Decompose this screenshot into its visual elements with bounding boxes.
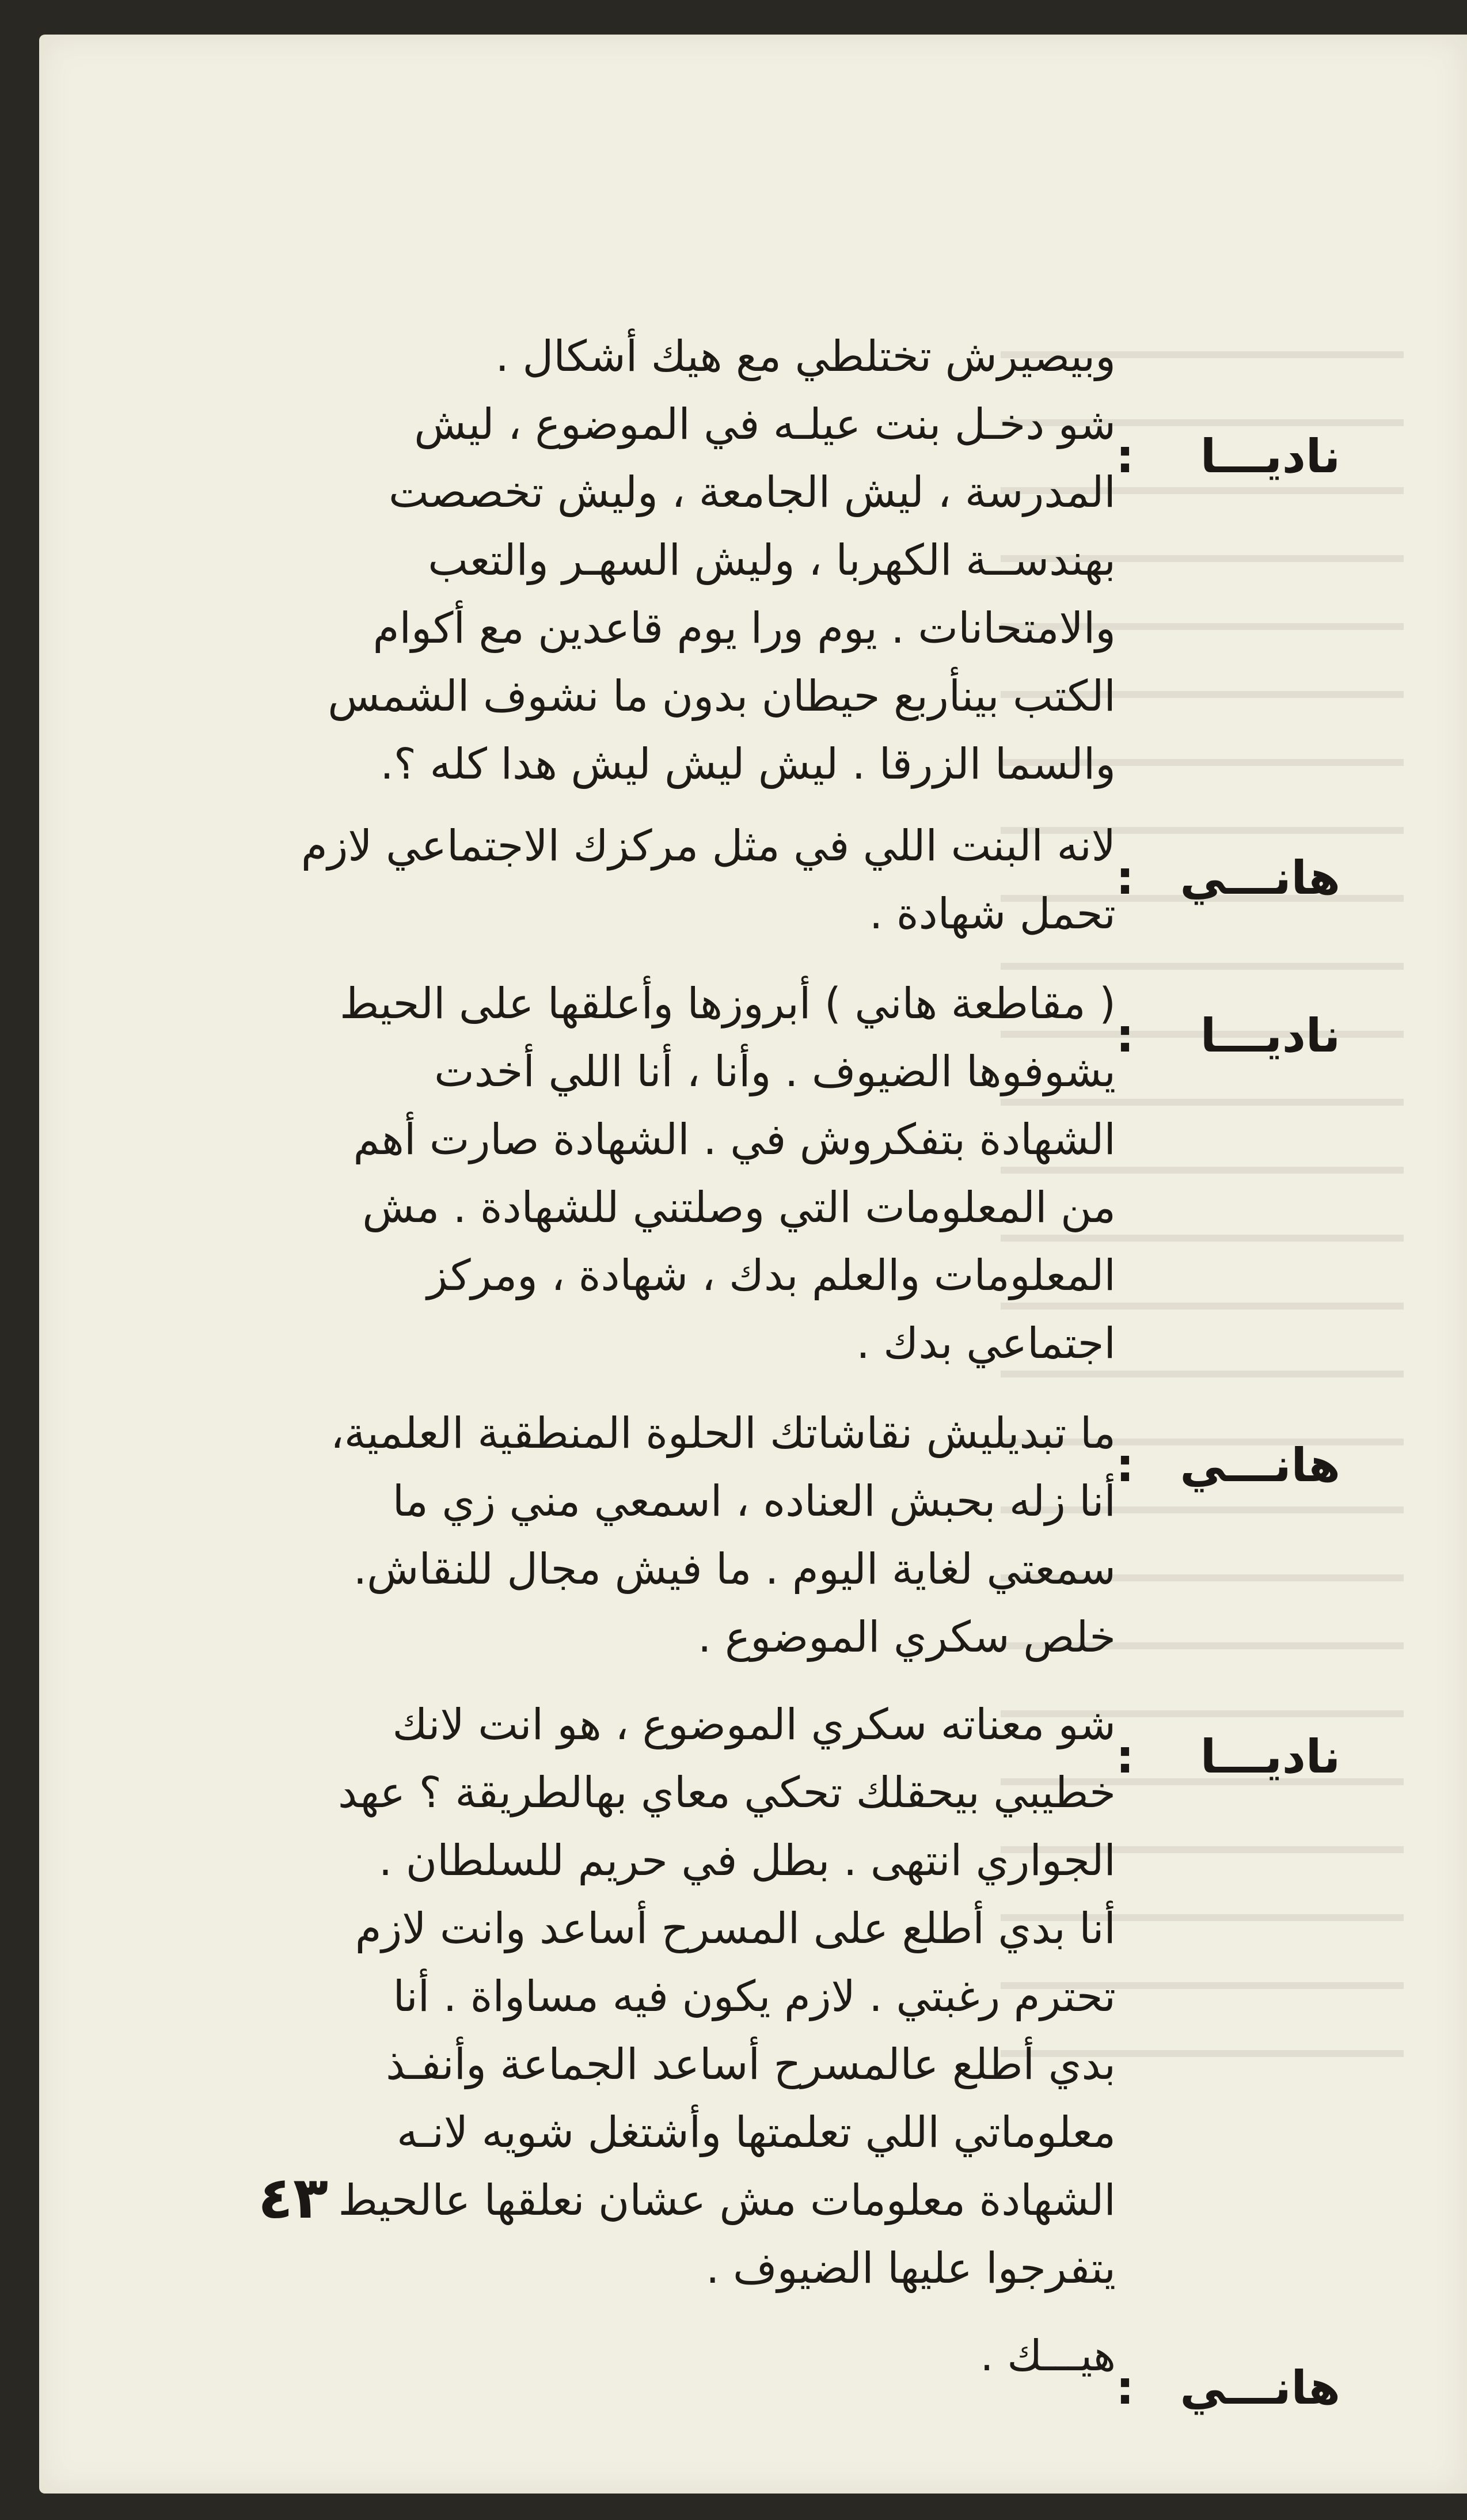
speech-line: أنا زله بحبش العناده ، اسمعي مني زي ما — [392, 1477, 1116, 1526]
speech — [252, 282, 1116, 390]
dialogue-entry — [252, 1691, 1340, 2302]
speech-line: الشهادة معلومات مش عشان نعلقها عالحيط — [338, 2176, 1116, 2225]
speaker-label — [1116, 812, 1340, 905]
speech-line: الجواري انتهى . بطل في حريم للسلطان . — [378, 1836, 1116, 1885]
speech-line: ما تبديليش نقاشاتك الحلوة المنطقية العلمية، — [330, 1409, 1116, 1458]
speaker-label — [1116, 1399, 1340, 1492]
speech-line: يتفرجوا عليها الضيوف . — [706, 2244, 1116, 2293]
speech-line: شو معناته سكري الموضوع ، هو انت لانك — [392, 1700, 1116, 1749]
speech-line: اجتماعي بدك . — [856, 1319, 1116, 1368]
page-number: ٤٣ — [258, 2164, 329, 2231]
speech-line: والسما الزرقا . ليش ليش ليش هدا كله ؟. — [380, 739, 1116, 789]
speech-line: تحترم رغبتي . لازم يكون فيه مساواة . أنا — [393, 1972, 1116, 2021]
speech-line: شو دخـل بنت عيلـه في الموضوع ، ليش — [414, 400, 1116, 449]
speaker-colon: : — [1116, 2361, 1134, 2415]
speaker-label — [1116, 970, 1340, 1062]
speech-line: خلص سكري الموضوع . — [698, 1612, 1116, 1662]
dialogue-entry — [252, 390, 1340, 798]
speech — [252, 2322, 1116, 2390]
dialogue-entry — [252, 282, 1340, 390]
speaker-name: ناديـــا — [1200, 1730, 1340, 1783]
dialogue-entry — [252, 812, 1340, 948]
speech-line: يشوفوها الضيوف . وأنا ، أنا اللي أخدت — [434, 1047, 1116, 1096]
speech-line: بهندســة الكهربا ، وليش السهـر والتعب — [428, 536, 1116, 585]
speaker-name: ناديـــا — [1200, 430, 1340, 483]
speaker-name: هانـــي — [1180, 2361, 1340, 2415]
dialogue-entry — [252, 970, 1340, 1377]
speech-line: لانه البنت اللي في مثل مركزك الاجتماعي لازم — [301, 821, 1116, 871]
speech-line: المعلومات والعلم بدك ، شهادة ، ومركز — [427, 1251, 1116, 1300]
speaker-name: هانـــي — [1180, 1439, 1340, 1492]
speech-line: تحمل شهادة . — [869, 889, 1116, 939]
speaker-colon: : — [1116, 430, 1134, 483]
speech-line: خطيبي بيحقلك تحكي معاي بهالطريقة ؟ عهد — [337, 1768, 1116, 1817]
speaker-label — [1116, 390, 1340, 483]
speaker-slot — [1116, 282, 1340, 321]
speaker-colon: : — [1116, 1439, 1134, 1492]
speaker-name: هانـــي — [1180, 851, 1340, 905]
speech-line: وبيصيرش تختلطي مع هيك أشكال . — [495, 332, 1116, 381]
speech-line: سمعتي لغاية اليوم . ما فيش مجال للنقاش. — [353, 1544, 1116, 1594]
speech-line: المدرسة ، ليش الجامعة ، وليش تخصصت — [388, 468, 1116, 517]
speaker-label — [1116, 1691, 1340, 1783]
speech-line: من المعلومات التي وصلتني للشهادة . مش — [362, 1183, 1116, 1232]
speaker-colon: : — [1116, 1009, 1134, 1062]
speaker-colon: : — [1116, 1730, 1134, 1783]
book-page — [39, 35, 1467, 2494]
speech — [252, 1691, 1116, 2302]
speech-line: والامتحانات . يوم ورا يوم قاعدين مع أكوام — [373, 604, 1116, 653]
speech — [252, 812, 1116, 948]
speech-line: أنا بدي أطلع على المسرح أساعد وانت لازم — [355, 1904, 1116, 1953]
speech-line: الكتب بينأربع حيطان بدون ما نشوف الشمس — [328, 671, 1116, 721]
speech-line: بدي أطلع عالمسرح أساعد الجماعة وأنفـذ — [386, 2040, 1116, 2089]
speech-line: هيـــك . — [980, 2331, 1116, 2381]
speech — [252, 970, 1116, 1377]
dialogue-entry — [252, 1399, 1340, 1671]
speaker-label — [1116, 2322, 1340, 2415]
speaker-colon: : — [1116, 851, 1134, 905]
speech-line: ( مقاطعة هاني ) أبروزها وأعلقها على الحيط — [340, 979, 1116, 1029]
speech-line: الشهادة بتفكروش في . الشهادة صارت أهم — [353, 1115, 1116, 1164]
speech — [252, 1399, 1116, 1671]
dialogue-entry — [252, 2322, 1340, 2415]
speaker-name: ناديـــا — [1200, 1009, 1340, 1062]
speech-line: معلوماتي اللي تعلمتها وأشتغل شويه لانـه — [396, 2108, 1116, 2157]
speech — [252, 390, 1116, 798]
dialogue — [252, 282, 1340, 2415]
